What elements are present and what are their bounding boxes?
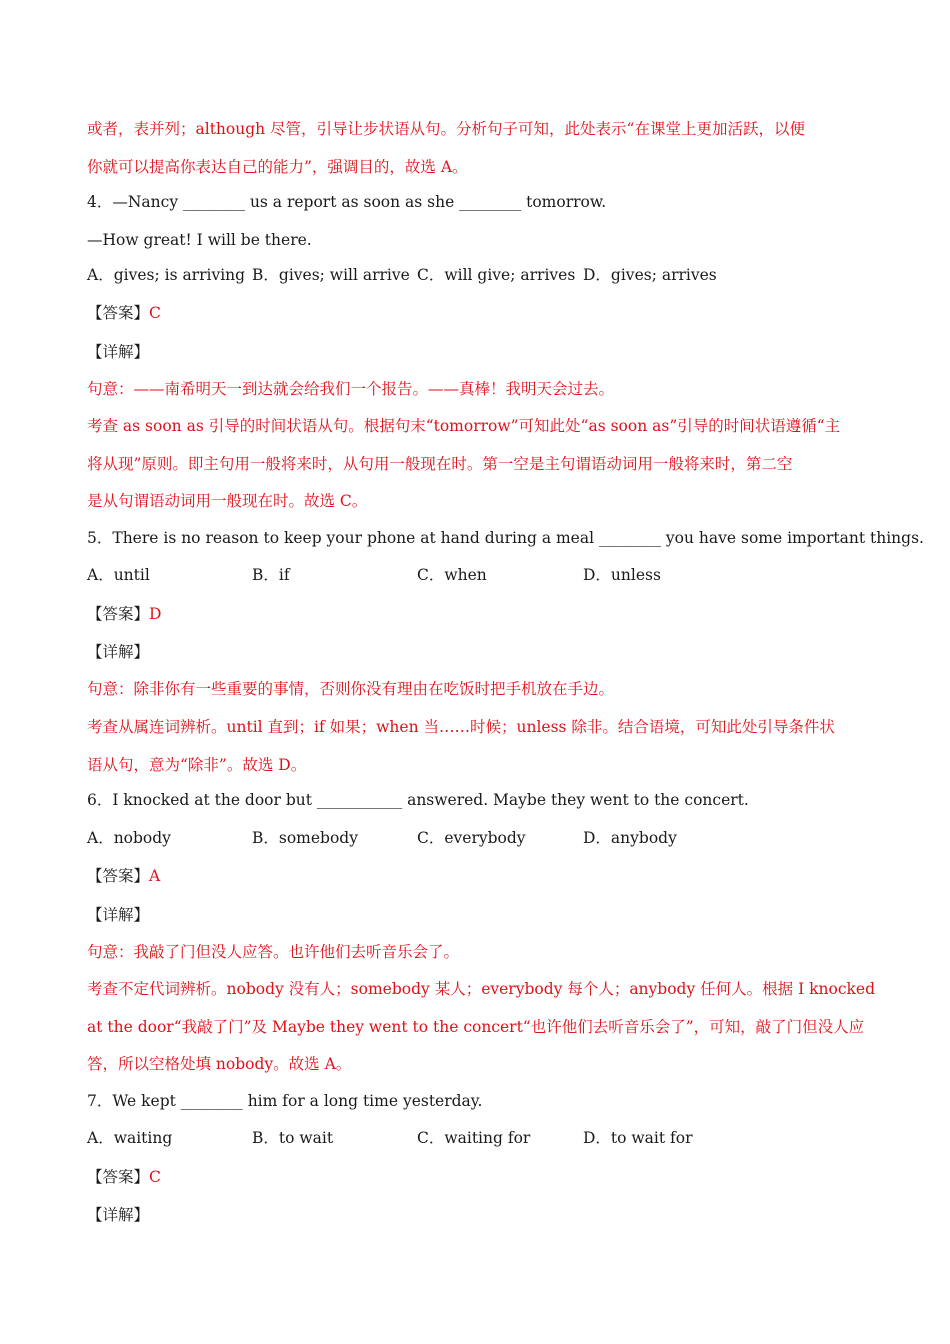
answer-value: C xyxy=(149,304,161,322)
analysis-text: 答，所以空格处填 nobody。故选 A。 xyxy=(87,1055,352,1073)
answer-line xyxy=(87,866,880,886)
option-b: B．gives; will arrive xyxy=(252,266,410,284)
option-d: D．to wait for xyxy=(583,1129,693,1147)
analysis-text: 你就可以提高你表达自己的能力”，强调目的，故选 A。 xyxy=(87,158,468,176)
question-5-options xyxy=(87,565,907,585)
analysis-text: 考查从属连词辨析。until 直到；if 如果；when 当……时候；unless 除非。结合语境，可知此处引导条件状 xyxy=(87,718,835,736)
option-d: D．unless xyxy=(583,566,661,584)
option-a: A．until xyxy=(87,566,150,584)
option-d: D．anybody xyxy=(583,829,677,847)
answer-line xyxy=(87,303,880,323)
question-6-options xyxy=(87,828,907,848)
question-4-options xyxy=(87,265,907,285)
answer-label: 【答案】 xyxy=(87,304,150,322)
option-c: C．when xyxy=(417,566,487,584)
analysis-text: 或者，表并列；although 尽管，引导让步状语从句。分析句子可知，此处表示“在课堂上更加活跃，以便 xyxy=(87,120,805,138)
answer-label: 【答案】 xyxy=(87,1168,150,1186)
option-b: B．to wait xyxy=(252,1129,334,1147)
answer-value: C xyxy=(149,1168,161,1186)
answer-line xyxy=(87,1167,880,1187)
sentence-meaning: 句意：除非你有一些重要的事情，否则你没有理由在吃饭时把手机放在手边。 xyxy=(87,680,615,698)
detail-label: 【详解】 xyxy=(87,906,150,924)
option-a: A．gives; is arriving xyxy=(87,266,246,284)
option-a: A．nobody xyxy=(87,829,171,847)
question-7-options xyxy=(87,1128,907,1148)
answer-value: D xyxy=(149,605,162,623)
answer-value: A xyxy=(149,867,161,885)
sentence-meaning: 句意：——南希明天一到达就会给我们一个报告。——真棒！我明天会过去。 xyxy=(87,380,615,398)
question-6-stem: 6．I knocked at the door but ___________ answered. Maybe they went to the concert. xyxy=(87,791,749,809)
detail-label: 【详解】 xyxy=(87,1206,150,1224)
analysis-text: 语从句，意为“除非”。故选 D。 xyxy=(87,756,307,774)
option-c: C．everybody xyxy=(417,829,526,847)
detail-label: 【详解】 xyxy=(87,343,150,361)
analysis-text: 考查不定代词辨析。nobody 没有人；somebody 某人；everybody 每个人；anybody 任何人。根据 I knocked xyxy=(87,980,876,998)
detail-label: 【详解】 xyxy=(87,643,150,661)
option-b: B．somebody xyxy=(252,829,358,847)
question-7-stem: 7．We kept ________ him for a long time yesterday. xyxy=(87,1092,483,1110)
analysis-text: at the door“我敲了门”及 Maybe they went to the concert“也许他们去听音乐会了”，可知，敲了门但没人应 xyxy=(87,1018,865,1036)
option-b: B．if xyxy=(252,566,290,584)
answer-line xyxy=(87,604,880,624)
sentence-meaning: 句意：我敲了门但没人应答。也许他们去听音乐会了。 xyxy=(87,943,460,961)
answer-label: 【答案】 xyxy=(87,867,150,885)
analysis-text: 将从现”原则。即主句用一般将来时，从句用一般现在时。第一空是主句谓语动词用一般将来时，第二空 xyxy=(87,455,793,473)
question-5-stem: 5．There is no reason to keep your phone at hand during a meal ________ you have some important things. xyxy=(87,529,924,547)
answer-label: 【答案】 xyxy=(87,605,150,623)
question-4-reply: —How great! I will be there. xyxy=(87,231,312,249)
question-4-stem: 4．—Nancy ________ us a report as soon as she ________ tomorrow. xyxy=(87,193,607,211)
option-c: C．waiting for xyxy=(417,1129,531,1147)
option-d: D．gives; arrives xyxy=(583,266,717,284)
option-a: A．waiting xyxy=(87,1129,173,1147)
option-c: C．will give; arrives xyxy=(417,266,576,284)
analysis-text: 考查 as soon as 引导的时间状语从句。根据句末“tomorrow”可知此处“as soon as”引导的时间状语遵循“主 xyxy=(87,417,841,435)
analysis-text: 是从句谓语动词用一般现在时。故选 C。 xyxy=(87,492,368,510)
